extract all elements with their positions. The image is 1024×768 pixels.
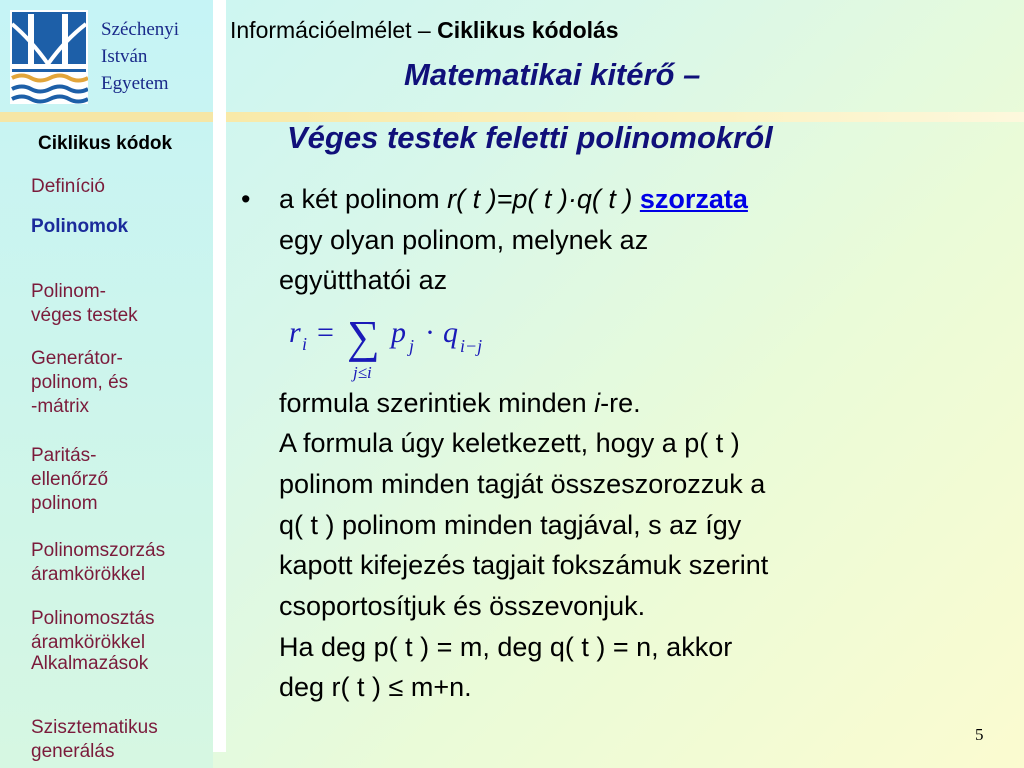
- content-line-7: q( t ) polinom minden tagjával, s az így: [279, 510, 742, 540]
- product-expression: r( t )=p( t )·q( t ): [447, 184, 640, 214]
- page-number: 5: [975, 725, 984, 744]
- content-line-4: [279, 388, 641, 419]
- breadcrumb-course: Információelmélet –: [230, 17, 438, 43]
- content-line-5: A formula úgy keletkezett, hogy a p( t ): [279, 428, 740, 458]
- sidebar-item-polinomszorzas[interactable]: [31, 515, 165, 587]
- sidebar-item-paritas-ellenorzo[interactable]: [31, 420, 108, 516]
- svg-text:q: q: [443, 316, 458, 349]
- content-line-2: egy olyan polinom, melynek az: [279, 225, 649, 255]
- content-line-6: polinom minden tagját összeszorozzuk a: [279, 469, 766, 499]
- variable-i: i: [594, 388, 601, 418]
- sidebar-item-label: Szisztematikus generálás: [31, 717, 158, 762]
- szorzata-link[interactable]: szorzata: [639, 184, 748, 214]
- content-line-10: Ha deg p( t ) = m, deg q( t ) = n, akkor: [279, 632, 733, 662]
- university-logo-icon: [10, 10, 88, 104]
- content-line-3: együtthatói az: [279, 265, 448, 295]
- university-name-line: István: [101, 46, 148, 67]
- slide-title-line1: Matematikai kitérő –: [404, 57, 701, 92]
- convolution-formula: [285, 300, 525, 390]
- sidebar-item-polinomok[interactable]: [31, 215, 128, 239]
- sidebar-item-polinomosztas[interactable]: [31, 583, 155, 655]
- svg-text:i−j: i−j: [460, 336, 483, 356]
- sidebar-item-szisztematikus[interactable]: [31, 692, 158, 764]
- sidebar-item-definicio[interactable]: [31, 175, 105, 199]
- university-name: [101, 16, 179, 97]
- svg-text:i: i: [302, 334, 308, 354]
- breadcrumb: [230, 17, 619, 44]
- sidebar-item-label: Definíció: [31, 176, 105, 197]
- content-text: formula szerintiek minden: [279, 388, 595, 418]
- formula-text: r: [289, 316, 301, 349]
- sidebar-item-label: Alkalmazások: [31, 653, 149, 674]
- sidebar-heading: Ciklikus kódok: [38, 133, 173, 154]
- sidebar-item-label: Paritás- ellenőrző polinom: [31, 445, 109, 514]
- sidebar-item-alkalmazasok[interactable]: [31, 652, 148, 676]
- content-line-9: csoportosítjuk és összevonjuk.: [279, 591, 646, 621]
- sidebar-item-label: Generátor- polinom, és -mátrix: [31, 348, 129, 417]
- sidebar-divider-strip: [213, 0, 226, 752]
- sidebar-item-label: Polinomszorzás áramkörökkel: [31, 540, 166, 585]
- bullet-marker: •: [241, 184, 251, 214]
- content-line-8: kapott kifejezés tagjait fokszámuk szerint: [279, 550, 769, 580]
- university-name-line: Széchenyi: [101, 19, 180, 40]
- sidebar-header-divider: [0, 112, 213, 122]
- svg-text:∑: ∑: [347, 311, 380, 362]
- svg-text:j≤i: j≤i: [353, 363, 372, 382]
- content-text: a két polinom: [279, 184, 448, 214]
- svg-text:j: j: [409, 336, 415, 356]
- content-line-11: deg r( t ) ≤ m+n.: [279, 672, 472, 702]
- svg-text:·: ·: [425, 316, 435, 349]
- svg-text:p: p: [391, 316, 406, 349]
- content-line-1: [279, 184, 748, 215]
- sidebar-item-label: Polinom- véges testek: [31, 281, 138, 326]
- sidebar-item-polinom-veges-testek[interactable]: [31, 256, 138, 328]
- breadcrumb-topic: Ciklikus kódolás: [437, 17, 619, 43]
- sidebar-item-label: Polinomok: [31, 216, 129, 237]
- sidebar-item-label: Polinomosztás áramkörökkel: [31, 608, 155, 653]
- content-text: -re.: [600, 388, 641, 418]
- svg-text:=: =: [317, 316, 334, 349]
- slide-title-line2: Véges testek feletti polinomokról: [287, 120, 773, 155]
- university-name-line: Egyetem: [101, 73, 169, 94]
- sidebar-item-generator-polinom[interactable]: [31, 323, 128, 419]
